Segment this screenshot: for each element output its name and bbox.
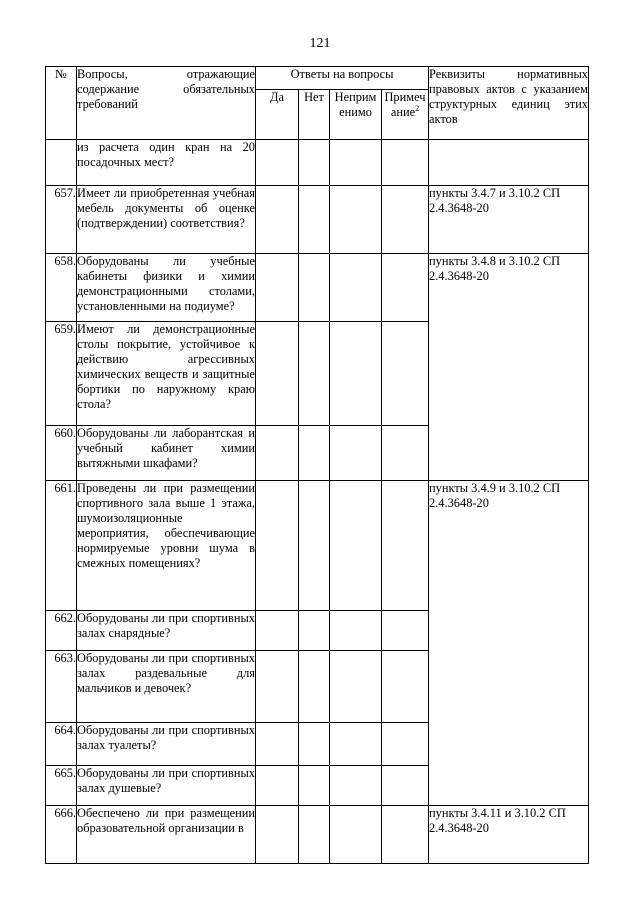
page-number: 121 (309, 36, 331, 51)
answer-yes-cell[interactable] (256, 140, 299, 186)
answer-na-cell[interactable] (330, 766, 382, 806)
answer-no-cell[interactable] (299, 426, 330, 481)
row-question: Оборудованы ли при спортивных залах туалеты? (77, 723, 256, 766)
row-question: Оборудованы ли лаборантская и учебный кабинет химии вытяжными шкафами? (77, 426, 256, 481)
row-number: 659. (46, 322, 77, 426)
row-requisites (429, 140, 589, 186)
answer-na-cell[interactable] (330, 611, 382, 651)
row-question: Оборудованы ли при спортивных залах душевые? (77, 766, 256, 806)
header-note: Примеч ание$^2$ (382, 90, 429, 140)
answer-no-cell[interactable] (299, 322, 330, 426)
row-question: Имеют ли демонстрационные столы покрытие, устойчивое к действию агрессивных химических веществ и защитные бортики по наружному краю стола? (77, 322, 256, 426)
answer-yes-cell[interactable] (256, 766, 299, 806)
answer-na-cell[interactable] (330, 426, 382, 481)
answer-yes-cell[interactable] (256, 611, 299, 651)
header-not-applicable: Неприм енимо (330, 90, 382, 140)
table-row (46, 140, 589, 186)
answer-yes-cell[interactable] (256, 322, 299, 426)
answer-na-cell[interactable] (330, 651, 382, 723)
answer-na-cell[interactable] (330, 186, 382, 254)
answer-yes-cell[interactable] (256, 426, 299, 481)
answer-note-cell[interactable] (382, 186, 429, 254)
answer-note-cell[interactable] (382, 806, 429, 864)
row-requisites (429, 766, 589, 806)
row-requisites (429, 651, 589, 723)
answer-yes-cell[interactable] (256, 254, 299, 322)
row-requisites (429, 322, 589, 426)
answer-note-cell[interactable] (382, 322, 429, 426)
row-question: из расчета один кран на 20 посадочных мест? (77, 140, 256, 186)
answer-no-cell[interactable] (299, 723, 330, 766)
row-question: Обеспечено ли при размещении образовательной организации в (77, 806, 256, 864)
answer-no-cell[interactable] (299, 651, 330, 723)
answer-na-cell[interactable] (330, 140, 382, 186)
answer-no-cell[interactable] (299, 806, 330, 864)
row-number: 666. (46, 806, 77, 864)
row-requisites: пункты 3.4.9 и 3.10.2 СП 2.4.3648-20 (429, 481, 589, 611)
table-row (46, 723, 589, 766)
answer-note-cell[interactable] (382, 254, 429, 322)
header-requisites: Реквизиты нормативных правовых актов с указанием структурных единиц этих актов (429, 67, 589, 140)
row-requisites (429, 611, 589, 651)
row-number: 660. (46, 426, 77, 481)
table-row (46, 254, 589, 322)
answer-note-cell[interactable] (382, 140, 429, 186)
answer-note-cell[interactable] (382, 611, 429, 651)
header-question: Вопросы, отражающие содержание обязательных требований (77, 67, 256, 140)
row-requisites (429, 426, 589, 481)
answer-yes-cell[interactable] (256, 481, 299, 611)
answer-note-cell[interactable] (382, 651, 429, 723)
row-number: 662. (46, 611, 77, 651)
table-row (46, 651, 589, 723)
answer-na-cell[interactable] (330, 723, 382, 766)
row-question: Оборудованы ли при спортивных залах снарядные? (77, 611, 256, 651)
answer-no-cell[interactable] (299, 766, 330, 806)
row-number: 665. (46, 766, 77, 806)
table-header-row (46, 67, 589, 90)
answer-note-cell[interactable] (382, 481, 429, 611)
row-question: Проведены ли при размещении спортивного зала выше 1 этажа, шумоизоляционные мероприятия, обеспечивающие нормируемые уровни шума в смежных помещениях? (77, 481, 256, 611)
table-row (46, 322, 589, 426)
answer-yes-cell[interactable] (256, 723, 299, 766)
answer-no-cell[interactable] (299, 140, 330, 186)
answer-no-cell[interactable] (299, 186, 330, 254)
header-no: Нет (299, 90, 330, 140)
header-yes: Да (256, 90, 299, 140)
row-requisites (429, 723, 589, 766)
answer-na-cell[interactable] (330, 254, 382, 322)
table-row (46, 426, 589, 481)
header-num: № (46, 67, 77, 140)
row-number: 661. (46, 481, 77, 611)
answer-na-cell[interactable] (330, 806, 382, 864)
row-number: 658. (46, 254, 77, 322)
header-answers: Ответы на вопросы (256, 67, 429, 90)
row-number: 663. (46, 651, 77, 723)
answer-note-cell[interactable] (382, 426, 429, 481)
row-question: Имеет ли приобретенная учебная мебель документы об оценке (подтверждении) соответствия? (77, 186, 256, 254)
table-row (46, 481, 589, 611)
answer-na-cell[interactable] (330, 481, 382, 611)
table-row (46, 186, 589, 254)
answer-yes-cell[interactable] (256, 186, 299, 254)
answer-note-cell[interactable] (382, 723, 429, 766)
answer-no-cell[interactable] (299, 254, 330, 322)
row-requisites: пункты 3.4.7 и 3.10.2 СП 2.4.3648-20 (429, 186, 589, 254)
row-number: 657. (46, 186, 77, 254)
row-requisites: пункты 3.4.8 и 3.10.2 СП 2.4.3648-20 (429, 254, 589, 322)
answer-yes-cell[interactable] (256, 806, 299, 864)
table-row (46, 766, 589, 806)
table-row (46, 611, 589, 651)
row-question: Оборудованы ли при спортивных залах раздевальные для мальчиков и девочек? (77, 651, 256, 723)
checklist-table (45, 66, 589, 864)
answer-yes-cell[interactable] (256, 651, 299, 723)
answer-na-cell[interactable] (330, 322, 382, 426)
answer-no-cell[interactable] (299, 481, 330, 611)
table-row (46, 806, 589, 864)
row-question: Оборудованы ли учебные кабинеты физики и химии демонстрационными столами, установленными на подиуме? (77, 254, 256, 322)
answer-no-cell[interactable] (299, 611, 330, 651)
answer-note-cell[interactable] (382, 766, 429, 806)
row-number: 664. (46, 723, 77, 766)
row-requisites: пункты 3.4.11 и 3.10.2 СП 2.4.3648-20 (429, 806, 589, 864)
row-number (46, 140, 77, 186)
